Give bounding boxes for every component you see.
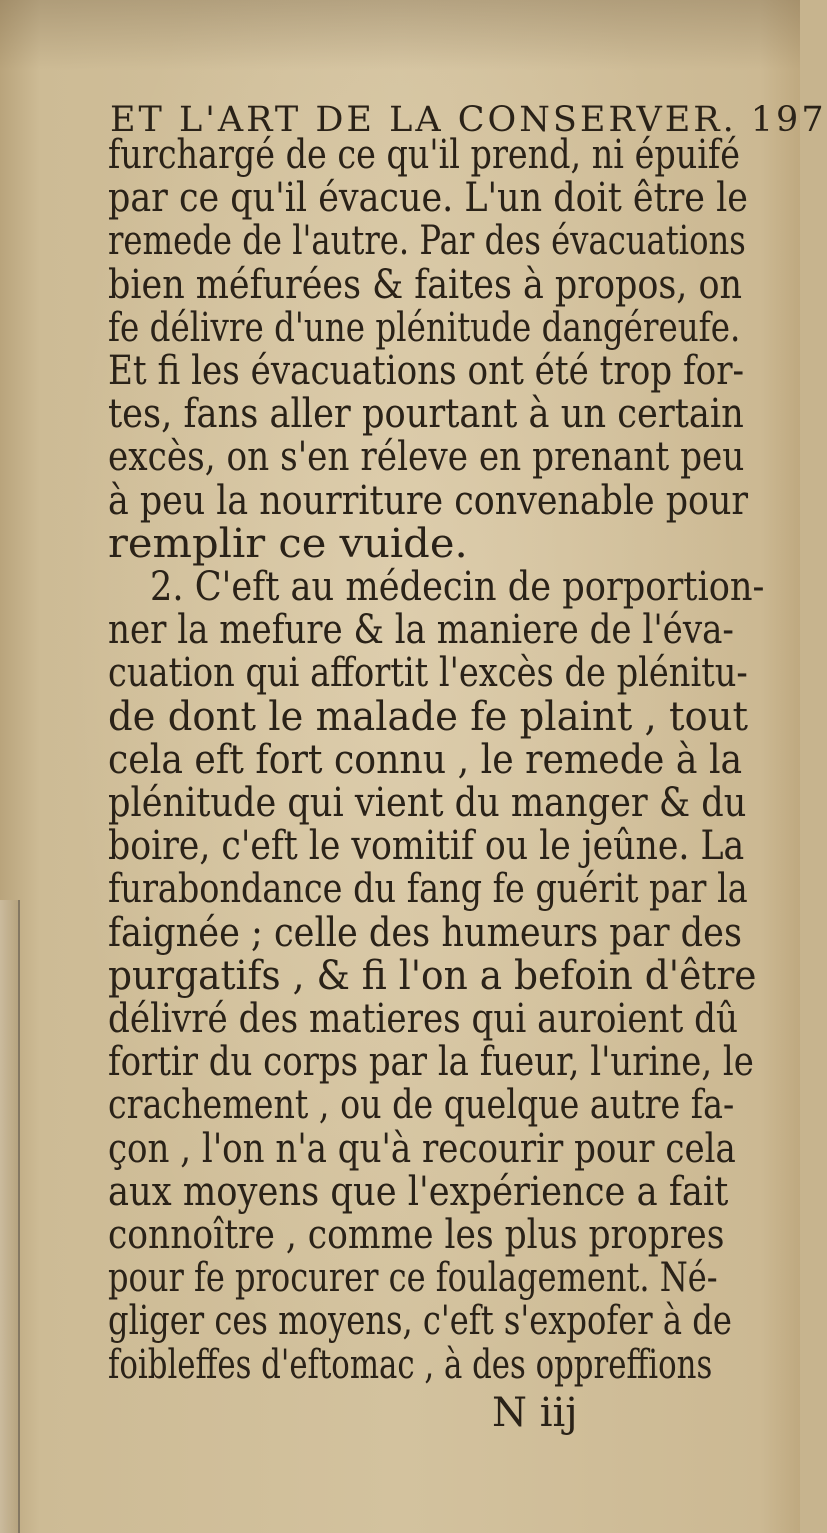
text-line: foibleffes d'eftomac , à des oppreffions bbox=[108, 1341, 713, 1388]
text-line: pour fe procurer ce foulagement. Né- bbox=[108, 1255, 718, 1302]
text-line: connoître , comme les plus propres bbox=[108, 1212, 725, 1258]
text-line: cela eft fort connu , le remede à la bbox=[108, 736, 743, 783]
text-line: excès, on s'en réleve en prenant peu bbox=[108, 434, 745, 481]
text-line: délivré des matieres qui auroient dû bbox=[108, 996, 738, 1042]
text-line: gliger ces moyens, c'eft s'expofer à de bbox=[108, 1298, 732, 1345]
signature-mark: N iij bbox=[492, 1390, 578, 1436]
text-line: çon , l'on n'a qu'à recourir pour cela bbox=[108, 1125, 736, 1172]
text-line: de dont le malade fe plaint , tout bbox=[108, 693, 749, 740]
text-line: bien méfurées & faites à propos, on bbox=[108, 261, 743, 308]
text-line: à peu la nourriture convenable pour bbox=[108, 477, 749, 524]
text-line: ner la mefure & la maniere de l'éva- bbox=[108, 607, 734, 654]
text-line: aux moyens que l'expérience a fait bbox=[108, 1168, 729, 1215]
running-header-title: ET L'ART DE LA CONSERVER. bbox=[110, 100, 737, 140]
text-line: furabondance du fang fe guérit par la bbox=[108, 866, 748, 913]
text-line: fe délivre d'une plénitude dangéreufe. bbox=[108, 304, 741, 351]
text-line: boire, c'eft le vomitif ou le jeûne. La bbox=[108, 823, 745, 870]
text-line: purgatifs , & fi l'on a befoin d'être bbox=[108, 952, 757, 999]
page-top-shadow bbox=[0, 0, 800, 70]
text-line: crachement , ou de quelque autre fa- bbox=[108, 1082, 735, 1129]
text-line: fortir du corps par la fueur, l'urine, le bbox=[108, 1039, 754, 1086]
text-line: remplir ce vuide. bbox=[108, 520, 468, 567]
text-line: plénitude qui vient du manger & du bbox=[108, 780, 747, 826]
page-number: 197 bbox=[750, 100, 827, 140]
text-line: remede de l'autre. Par des évacuations bbox=[108, 218, 746, 265]
text-line: Et fi les évacuations ont été trop for- bbox=[108, 348, 745, 394]
text-line: furchargé de ce qu'il prend, ni épuifé bbox=[108, 132, 741, 178]
page-binding-edge bbox=[0, 900, 20, 1533]
text-line: tes, fans aller pourtant à un certain bbox=[108, 391, 744, 438]
text-line: par ce qu'il évacue. L'un doit être le bbox=[108, 175, 748, 222]
text-line: faignée ; celle des humeurs par des bbox=[108, 909, 742, 956]
text-line: cuation qui affortit l'excès de plénitu- bbox=[108, 650, 748, 697]
text-line: 2. C'eft au médecin de porportion- bbox=[150, 564, 765, 610]
